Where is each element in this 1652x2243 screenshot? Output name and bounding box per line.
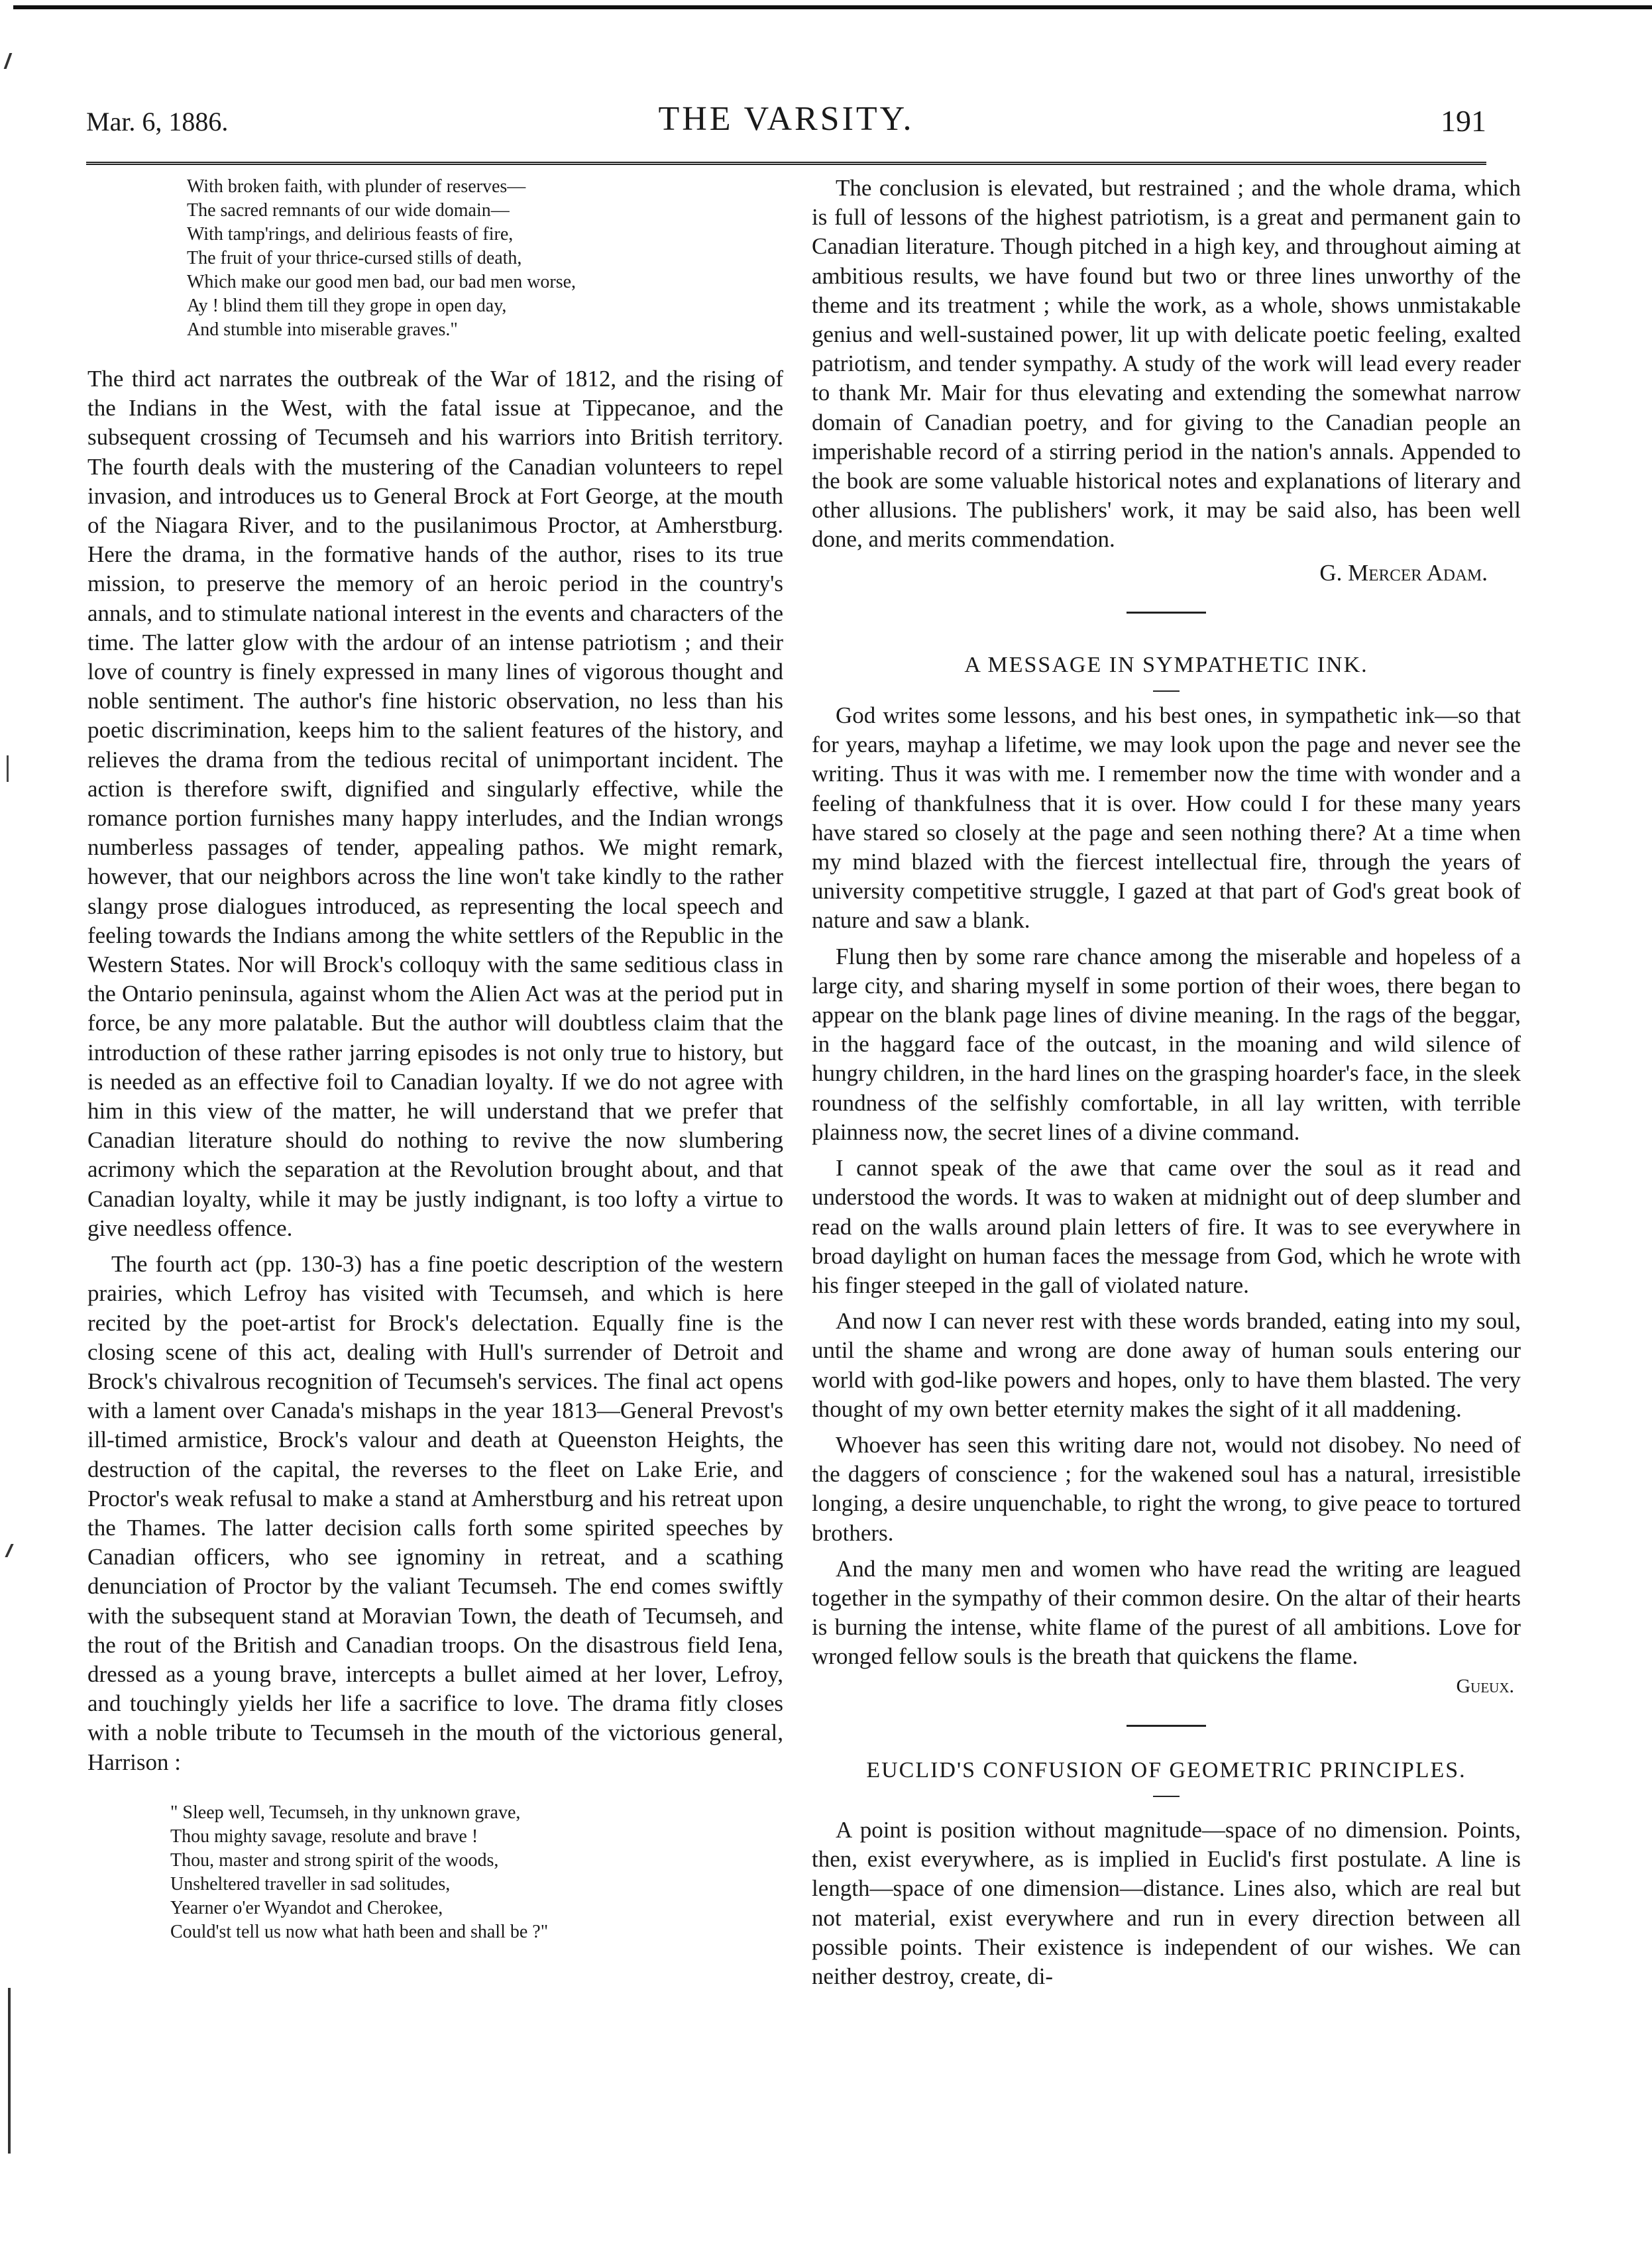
article-paragraph: A point is position without magnitude—space of no dimension. Points, then, exist everywhere, as is implied in Euclid's first postulate. A line is length—space of one dimension—distance. Lines also, which are real but not material, exist everywhere and run in every direction between all possible points. Their existence is independent of our wishes. We can neither destroy, create, di- bbox=[812, 1816, 1521, 1989]
verse-line: The sacred remnants of our wide domain— bbox=[187, 200, 510, 221]
article-paragraph: And the many men and women who have read the writing are leagued together in the sympathy of their common desire. On the altar of their hearts is burning the intense, white flame of the purest of all ambitions. Love for wronged fellow souls is the breath that quickens the flame. bbox=[812, 1555, 1521, 1670]
verse-quotation-top bbox=[187, 175, 783, 342]
article-paragraph: I cannot speak of the awe that came over the soul as it read and understood the words. It was to waken at midnight out of deep slumber and read on the walls around plain letters of fire. It was to see everywhere in broad daylight on human faces the message from God, which he wrote with his finger steeped in the gall of violated nature. bbox=[812, 1155, 1521, 1298]
review-signature: G. Mercer Adam. bbox=[1319, 559, 1488, 586]
article-title: A MESSAGE IN SYMPATHETIC INK. bbox=[964, 652, 1368, 677]
verse-line: Thou mighty savage, resolute and brave ! bbox=[170, 1826, 478, 1847]
verse-line: And stumble into miserable graves." bbox=[187, 319, 458, 340]
margin-mark bbox=[5, 1544, 23, 1557]
article-paragraph: Whoever has seen this writing dare not, would not disobey. No need of the daggers of conscience ; for the wakened soul has a natural, irresistible longing, a desire unquenchable, to right the wrong, to give peace to tortured brothers. bbox=[812, 1431, 1521, 1546]
verse-line: Yearner o'er Wyandot and Cherokee, bbox=[170, 1897, 443, 1918]
article-title: EUCLID'S CONFUSION OF GEOMETRIC PRINCIPLES. bbox=[866, 1757, 1466, 1782]
margin-mark bbox=[4, 53, 22, 69]
section-divider bbox=[1127, 1725, 1206, 1727]
verse-line: The fruit of your thrice-cursed stills of death, bbox=[187, 248, 522, 268]
issue-date: Mar. 6, 1886. bbox=[86, 107, 229, 137]
left-column bbox=[87, 174, 783, 1944]
header-rule bbox=[86, 162, 1486, 167]
verse-line: Which make our good men bad, our bad men worse, bbox=[187, 272, 577, 292]
title-dash bbox=[1153, 1796, 1180, 1797]
review-paragraph: The third act narrates the outbreak of the War of 1812, and the rising of the Indians in the West, with the fatal issue at Tippecanoe, and the subsequent crossing of Tecumseh and his warriors into British territory. The fourth deals with the mustering of the Canadian volunteers to repel invasion, and introduces us to General Brock at Fort George, at the mouth of the Niagara River, and to the pusilanimous Proctor, at Amherstburg. Here the drama, in the formative hands of the author, rises to its true mission, to preserve the memory of an heroic period in the country's annals, and to stimulate national interest in the events and characters of the time. The latter glow with the ardour of an intense patriotism ; and their love of country is finely expressed in many lines of vigorous thought and noble sentiment. The author's fine historic observation, no less than his poetic discrimination, keeps him to the salient features of the history, and relieves the drama from the tedious recital of unimportant incident. The action is therefore swift, dignified and singularly effective, while the romance portion furnishes many happy interludes, and the Indian wrongs numberless passages of tender, appealing pathos. We might remark, however, that our neighbors across the line won't take kindly to the rather slangy prose dialogues introduced, as representing the local speech and feeling towards the Indians among the white settlers of the Republic in the Western States. Nor will Brock's colloquy with the same seditious class in the Ontario peninsula, against whom the Alien Act was at the period put in force, be any more palatable. But the author will doubtless claim that the introduction of these rather jarring episodes is not only true to history, but is needed as an effective foil to Canadian loyalty. If we do not agree with him in this view of the matter, he will understand that we prefer that Canadian literature should do nothing to revive the now slumbering acrimony which the separation at the Revolution brought about, and that Canadian loyalty, while it may be justly indignant, is too lofty a virtue to give needless offence. bbox=[87, 366, 783, 1241]
verse-line: Thou, master and strong spirit of the woods, bbox=[170, 1849, 499, 1871]
binding-edge-mark bbox=[8, 1988, 20, 2154]
review-conclusion-paragraph: The conclusion is elevated, but restrained ; and the whole drama, which is full of lessons of the highest patriotism, is a great and permanent gain to Canadian literature. Though pitched in a high key, and throughout aiming at ambitious results, we have found but two or three lines unworthy of the theme and its treatment ; while the work, as a whole, shows unmistakable genius and well-sustained power, lit up with delicate poetic feeling, exalted patriotism, and tender sympathy. A study of the work will lead every reader to thank Mr. Mair for thus elevating and extending the somewhat narrow domain of Canadian poetry, and for giving to the Canadian people an imperishable record of a stirring period in the nation's annals. Appended to the book are some valuable historical notes and explanations of literary and other allusions. The publishers' work, it may be said also, has been well done, and merits commendation. bbox=[812, 175, 1521, 553]
verse-line: Ay ! blind them till they grope in open day, bbox=[187, 296, 507, 316]
page-header bbox=[86, 99, 1486, 159]
verse-line: With broken faith, with plunder of reserves— bbox=[187, 176, 526, 197]
top-border-rule bbox=[13, 5, 1652, 9]
publication-title: THE VARSITY. bbox=[658, 100, 914, 138]
right-column bbox=[812, 174, 1521, 1991]
article-paragraph: And now I can never rest with these words branded, eating into my soul, until the shame and wrong are done away of human souls entering our world with god-like powers and hopes, only to have them blasted. The very thought of my own better eternity makes the sight of it all maddening. bbox=[812, 1308, 1521, 1422]
section-divider bbox=[1127, 612, 1206, 614]
article-paragraph: God writes some lessons, and his best ones, in sympathetic ink—so that for years, mayhap a lifetime, we may look upon the page and never see the writing. Thus it was with me. I remember now the time with wonder and a feeling of thankfulness that it is over. How could I for these many years have stared so closely at the page and seen nothing there? At a time when my mind blazed with the fiercest intellectual fire, through the years of university competitive struggle, I gazed at that part of God's great book of nature and saw a blank. bbox=[812, 702, 1521, 934]
verse-line: " Sleep well, Tecumseh, in thy unknown grave, bbox=[170, 1802, 521, 1823]
verse-line: Unsheltered traveller in sad solitudes, bbox=[170, 1873, 451, 1894]
review-paragraph: The fourth act (pp. 130-3) has a fine poetic description of the western prairies, which Lefroy has visited with Tecumseh, and which is here recited by the poet-artist for Brock's delectation. Equally fine is the closing scene of this act, dealing with Hull's surrender of Detroit and Brock's chivalrous recognition of Tecumseh's services. The final act opens with a lament over Canada's mishaps in the year 1813—General Prevost's ill-timed armistice, Brock's valour and death at Queenston Heights, the destruction of the capital, the reverses to the fleet on Lake Erie, and Proctor's weak refusal to make a stand at Amherstburg and his retreat upon the Thames. The latter decision calls forth some spirited speeches by Canadian officers, who see ignominy in retreat, and a scathing denunciation of Proctor by the valiant Tecumseh. The end comes swiftly with the subsequent stand at Moravian Town, the death of Tecumseh, and the rout of the British and Canadian troops. On the disastrous field Iena, dressed as a young brave, intercepts a bullet aimed at her lover, Lefroy, and touchingly yields her life a sacrifice to love. The drama fitly closes with a noble tribute to Tecumseh in the mouth of the victorious general, Harrison : bbox=[87, 1251, 783, 1775]
verse-quotation-bottom bbox=[170, 1801, 783, 1944]
article-paragraph: Flung then by some rare chance among the miserable and hopeless of a large city, and sharing myself in some portion of their woes, there began to appear on the blank page lines of divine meaning. In the rags of the beggar, in the haggard face of the outcast, in the moaning and wild silence of hungry children, in the hard lines on the grasping hoarder's face, in the sleek roundness of the selfishly comfortable, in all lay written, with terrible plainness now, the secret lines of a divine command. bbox=[812, 943, 1521, 1145]
title-dash bbox=[1153, 690, 1180, 692]
article-signature: Gueux. bbox=[1456, 1674, 1514, 1697]
page-number: 191 bbox=[1441, 104, 1486, 138]
verse-line: Could'st tell us now what hath been and shall be ?" bbox=[170, 1921, 549, 1942]
verse-line: With tamp'rings, and delirious feasts of fire, bbox=[187, 224, 514, 245]
margin-mark bbox=[7, 755, 18, 782]
